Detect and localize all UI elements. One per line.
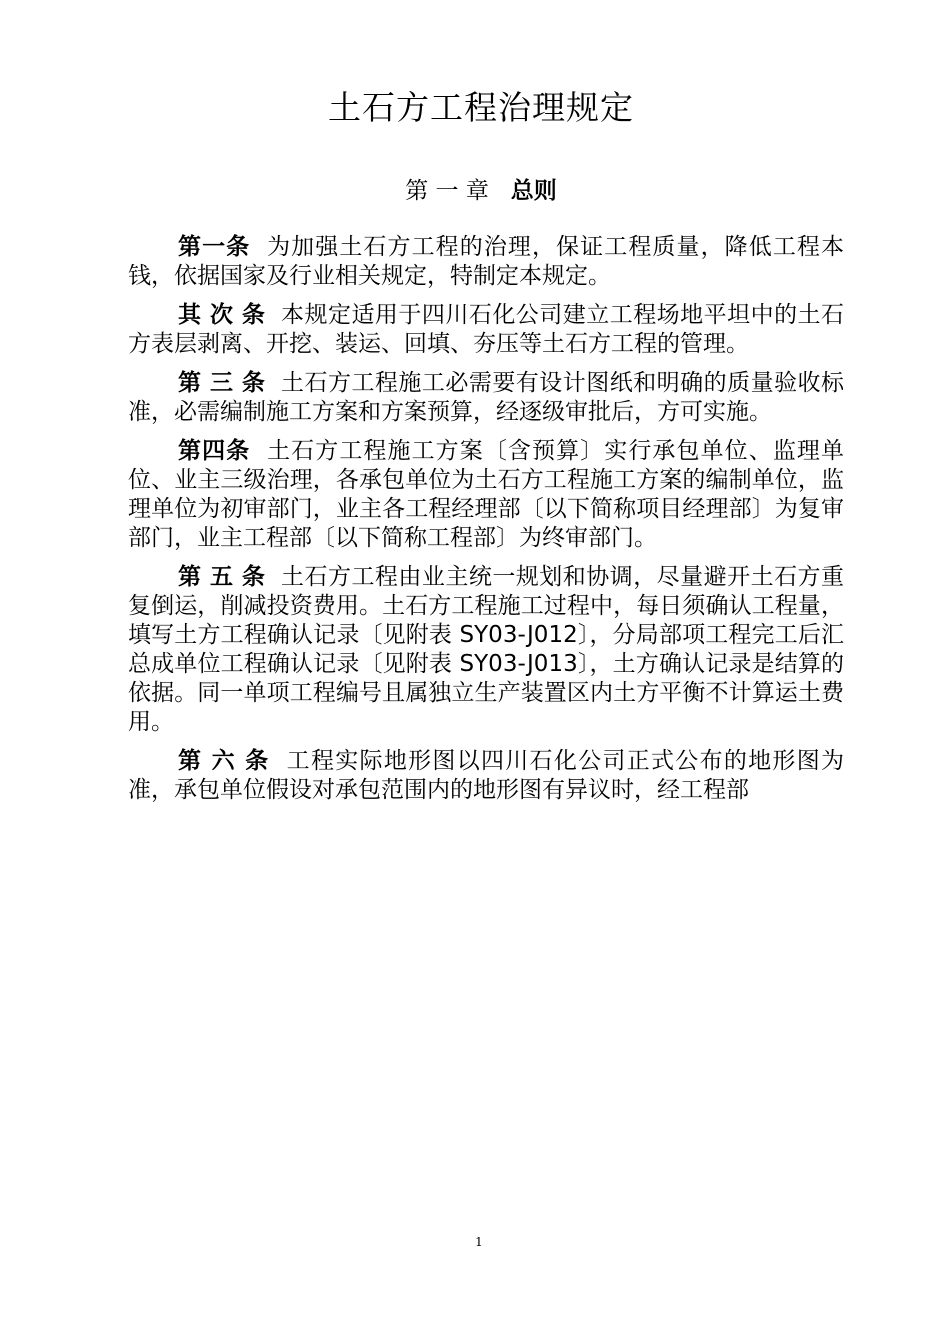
- article-text: 土石方工程由业主统一规划和协调，尽量避开土石方重复倒运，削减投资费用。土石方工程施工过程中，每日须确认工程量，填写土方工程确认记录〔见附表 SY03-J012〕，分局部项工程完工后汇总成单位工程确认记录〔见附表 SY03-J013〕，土方确认记录是结算的依据。同一单项工程编号且属独立生产装置区内土方平衡不计算运土费用。: [128, 564, 845, 735]
- article-3: [128, 369, 844, 427]
- article-list: [128, 233, 844, 815]
- article-4: [128, 437, 844, 553]
- article-label: 第 六 条: [178, 748, 270, 774]
- page-number: 1: [475, 1235, 483, 1249]
- article-label: 第 三 条: [178, 370, 266, 396]
- chapter-number: 第 一 章: [405, 178, 489, 204]
- article-label: 第四条: [178, 438, 251, 464]
- article-2: [128, 301, 844, 359]
- chapter-name: 总则: [510, 178, 557, 204]
- page-title: 土石方工程治理规定: [328, 88, 634, 127]
- article-6: [128, 747, 844, 805]
- article-text: 土石方工程施工方案〔含预算〕实行承包单位、监理单位、业主三级治理，各承包单位为土石方工程施工方案的编制单位，监理单位为初审部门，业主各工程经理部〔以下简称项目经理部〕为复审部门，业主工程部〔以下简称工程部〕为终审部门。: [128, 438, 845, 551]
- article-text: 本规定适用于四川石化公司建立工程场地平坦中的土石方表层剥离、开挖、装运、回填、夯压等土石方工程的管理。: [128, 302, 845, 357]
- chapter-heading: [0, 174, 950, 208]
- article-text: 为加强土石方工程的治理，保证工程质量，降低工程本钱，依据国家及行业相关规定，特制定本规定。: [128, 234, 845, 289]
- article-label: 其 次 条: [178, 302, 266, 328]
- article-5: [128, 563, 844, 737]
- article-text: 工程实际地形图以四川石化公司正式公布的地形图为准，承包单位假设对承包范围内的地形图有异议时，经工程部: [128, 748, 845, 803]
- article-label: 第 五 条: [178, 564, 266, 590]
- article-1: [128, 233, 844, 291]
- article-label: 第一条: [178, 234, 251, 260]
- article-text: 土石方工程施工必需要有设计图纸和明确的质量验收标准，必需编制施工方案和方案预算，经逐级审批后，方可实施。: [128, 370, 845, 425]
